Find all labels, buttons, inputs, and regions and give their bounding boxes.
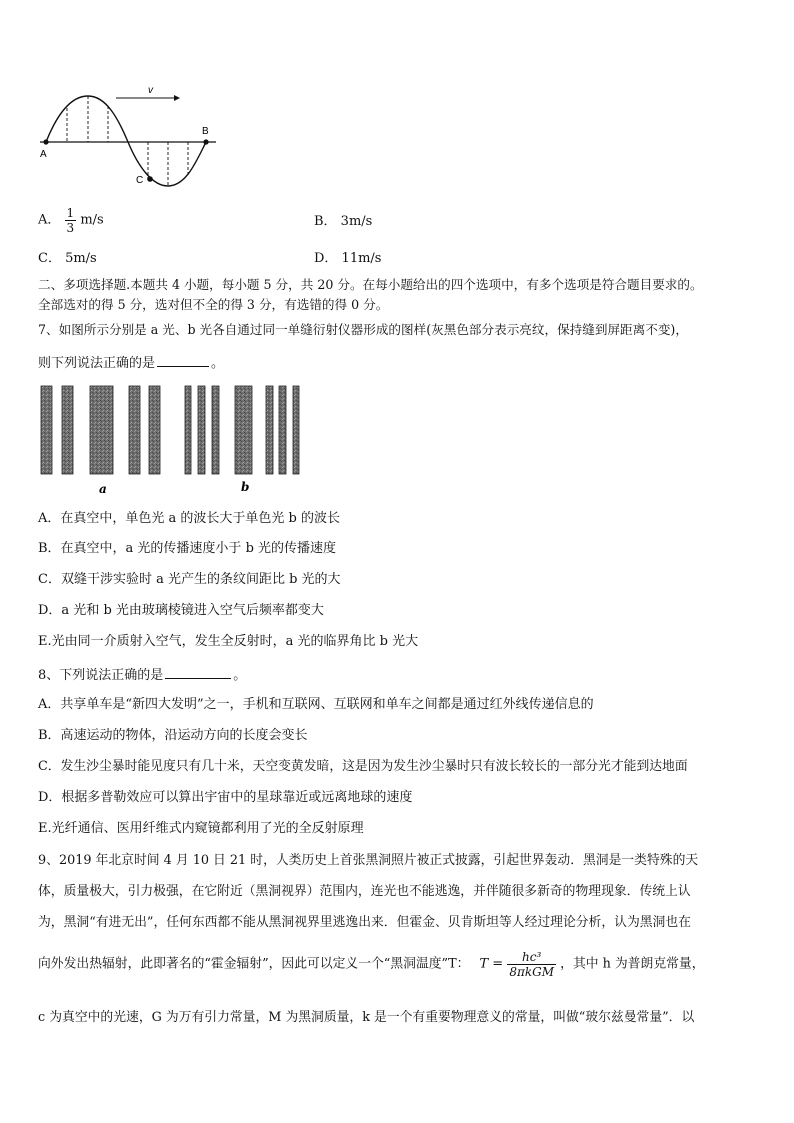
q7-option-a: A．在真空中，单色光 a 的波长大于单色光 b 的波长 [38,511,340,526]
q6-option-a-prefix: A． [38,212,61,228]
q7-option-d: D．a 光和 b 光由玻璃棱镜进入空气后频率都变大 [38,603,324,618]
q7-stem-line1: 7、如图所示分别是 a 光、b 光各自通过同一单缝衍射仪器形成的图样(灰黑色部分表示亮纹，保持缝到屏距离不变)， [38,322,688,337]
pattern-b-label: b [241,480,250,494]
arrow-head-icon [174,95,180,101]
point-a-label: A [40,149,47,160]
q9-line4-text: 向外发出热辐射，此即著名的“霍金辐射”，因此可以定义一个“黑洞温度”T： [38,956,470,972]
q9-line1: 9、2019 年北京时间 4 月 10 日 21 时，人类历史上首张黑洞照片被正式披露，引起世界轰动．黑洞是一类特殊的天 [38,853,699,868]
formula-denominator: 8πkGM [509,965,555,979]
q6-option-d: D． 11m/s [314,251,382,266]
point-c-label: C [136,175,144,186]
answer-blank [165,666,231,679]
central-fringe [235,386,252,474]
q6-option-a [38,206,104,240]
q8-option-d: D．根据多普勒效应可以算出宇宙中的星球靠近或远离地球的速度 [38,790,413,805]
wave-diagram [36,82,226,192]
q8-stem-end: 。 [233,668,247,683]
q8-option-b: B．高速运动的物体，沿运动方向的长度会变长 [38,728,308,743]
pattern-b [185,386,299,474]
fringe [212,386,219,474]
q7-option-e: E.光由同一介质射入空气，发生全反射时，a 光的临界角比 b 光大 [38,634,419,649]
q8-option-c: C．发生沙尘暴时能见度只有几十米，天空变黄发暗，这是因为发生沙尘暴时只有波长较长的一部分光才能到达地面 [38,759,688,774]
section2-instructions-line2: 全部选对的得 5 分，选对但不全的得 3 分，有选错的得 0 分。 [38,297,389,312]
q6-option-c: C． 5m/s [38,251,97,266]
q7-option-b: B．在真空中，a 光的传播速度小于 b 光的传播速度 [38,541,337,556]
q9-line2: 体，质量极大，引力极强，在它附近（黑洞视界）范围内，连光也不能逃逸，并伴随很多新奇的物理现象．传统上认 [38,884,691,899]
formula-lhs: T = [479,956,504,972]
q7-stem-text: 则下列说法正确的是 [38,356,156,371]
fringe [266,386,273,474]
fringe [293,386,299,474]
fringe [129,386,140,474]
q9-line4 [38,950,705,990]
section2-instructions-line1: 二、多项选择题.本题共 4 小题，每小题 5 分，共 20 分。在每小题给出的四个选项中，有多个选项是符合题目要求的。 [38,277,703,292]
fringe [185,386,191,474]
fringe [198,386,205,474]
q6-option-a-unit: m/s [80,212,104,228]
pattern-a [41,386,160,474]
point-c-dot [147,176,153,182]
q9-line3: 为，黑洞“有进无出”，任何东西都不能从黑洞视界里逃逸出来．但霍金、贝肯斯坦等人经过理论分析，认为黑洞也在 [38,915,691,930]
diffraction-patterns [38,383,318,498]
formula-fraction [507,950,556,979]
wave-curve [46,96,206,186]
q7-stem-end: 。 [211,356,225,371]
pattern-a-label: a [99,482,107,496]
q7-option-c: C．双缝干涉实验时 a 光产生的条纹间距比 b 光的大 [38,572,341,587]
q6-option-b: B． 3m/s [314,214,373,229]
velocity-label: v [148,85,153,96]
q8-stem-text: 8、下列说法正确的是 [38,668,164,683]
fringe [279,386,286,474]
q9-line4-after: ，其中 h 为普朗克常量， [560,956,705,972]
q8-option-e: E.光纤通信、医用纤维式内窥镜都利用了光的全反射原理 [38,821,364,836]
fringe [62,386,73,474]
point-b-label: B [202,126,209,137]
q7-stem-line2 [38,354,224,372]
q8-option-a: A．共享单车是“新四大发明”之一，手机和互联网、互联网和单车之间都是通过红外线传递信息的 [38,697,594,712]
fringe [149,386,160,474]
point-a-dot [43,139,48,144]
q9-line5: c 为真空中的光速，G 为万有引力常量，M 为黑洞质量，k 是一个有重要物理意义的常量，叫做“玻尔兹曼常量”．以 [38,1010,695,1025]
formula-numerator: hc³ [507,950,556,965]
point-b-dot [203,139,208,144]
q8-stem [38,666,246,684]
answer-blank [157,354,209,367]
temperature-formula [479,950,561,979]
fraction-numerator: 1 [66,206,75,220]
fringe [41,386,52,474]
fraction-denominator: 3 [66,221,75,235]
central-fringe [90,386,113,474]
q6-option-a-fraction [65,206,77,235]
